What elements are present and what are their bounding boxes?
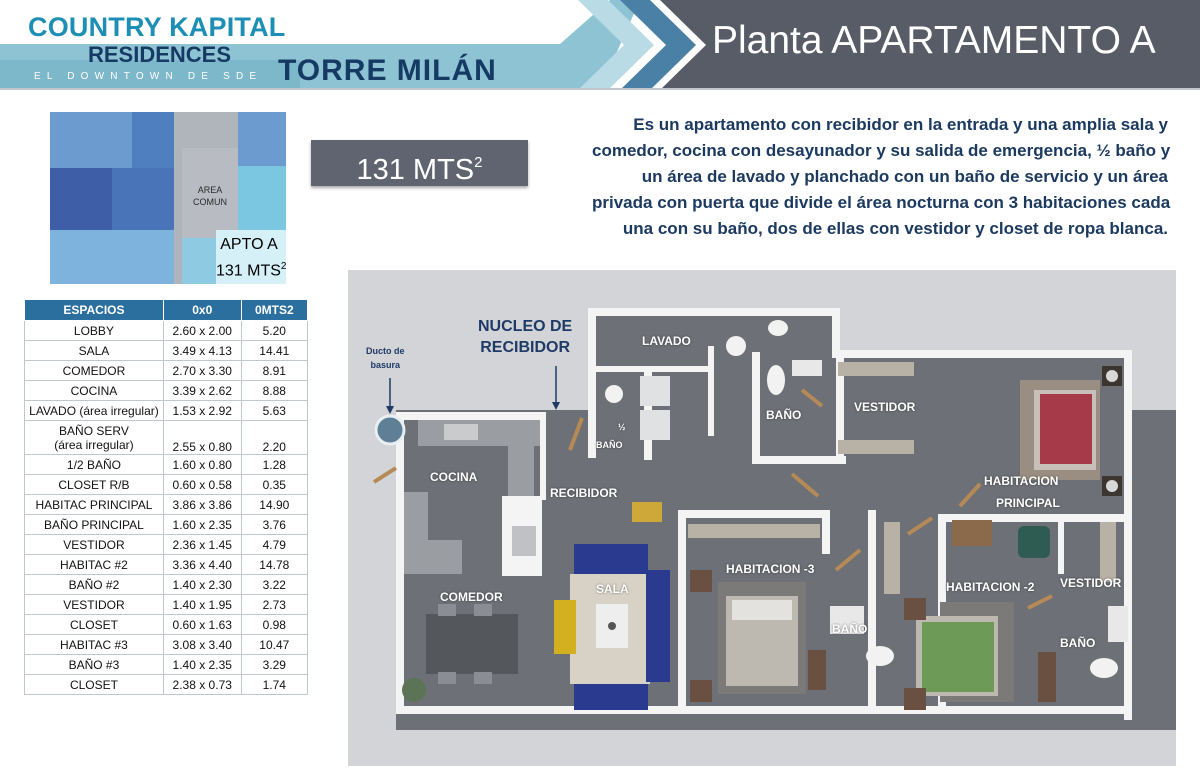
label-sala: SALA [596,582,629,596]
space-cell: HABITAC #2 [25,555,164,575]
area-badge-sup: 2 [474,154,483,171]
table-row [25,655,308,675]
space-cell-line1: BAÑO SERV [59,423,129,438]
tower-name: TORRE MILÁN [278,54,497,87]
space-cell: LOBBY [25,321,164,341]
label-bano-3: BAÑO [832,622,868,636]
space-cell: VESTIDOR [25,535,164,555]
dims-cell: 2.55 x 0.80 [163,421,241,455]
label-habitacion-principal-1: HABITACION [984,474,1059,488]
area-cell: 1.28 [241,455,307,475]
dims-cell: 2.36 x 1.45 [163,535,241,555]
space-cell: LAVADO (área irregular) [25,401,164,421]
area-cell: 14.78 [241,555,307,575]
column-header-dims: 0x0 [163,300,241,321]
header [0,0,1200,90]
ducto-basura-label [366,344,405,372]
unit-area-sup: 2 [280,261,286,272]
dims-cell: 1.60 x 2.35 [163,515,241,535]
table-row [25,555,308,575]
nucleo-recibidor-label [478,316,572,358]
unit-area [216,256,286,282]
dims-cell: 2.70 x 3.30 [163,361,241,381]
dims-cell: 3.36 x 4.40 [163,555,241,575]
key-map-unit [50,230,174,284]
label-comedor: COMEDOR [440,590,503,604]
label-cocina: COCINA [430,470,478,484]
area-cell: 8.91 [241,361,307,381]
key-map-unit [50,168,112,230]
key-map-unit [182,238,216,284]
spaces-table [24,299,308,695]
label-lavado: LAVADO [642,334,691,348]
table-row [25,615,308,635]
table-row [25,401,308,421]
space-cell: HABITAC PRINCIPAL [25,495,164,515]
description-line: privada con puerta que divide el área nocturna con 3 habitaciones cada [592,193,1171,212]
area-cell: 3.29 [241,655,307,675]
label-bano-servicio: BAÑO [766,408,802,422]
description [592,112,1171,242]
table-row [25,455,308,475]
table-row [25,535,308,555]
area-cell: 0.98 [241,615,307,635]
area-cell: 1.74 [241,675,307,695]
area-cell: 5.63 [241,401,307,421]
common-area-line2: COMUN [193,197,227,207]
unit-label [216,234,286,282]
nucleo-line1: NUCLEO DE [478,318,573,335]
space-cell: CLOSET [25,675,164,695]
table-row [25,361,308,381]
space-cell: VESTIDOR [25,595,164,615]
area-cell: 2.20 [241,421,307,455]
table-row [25,341,308,361]
label-habitacion-3: HABITACION -3 [726,562,815,576]
space-cell: 1/2 BAÑO [25,455,164,475]
ducto-line1: Ducto de [366,346,405,356]
label-recibidor: RECIBIDOR [550,486,618,500]
brand-tagline: EL DOWNTOWN DE SDE [34,71,263,82]
space-cell: BAÑO PRINCIPAL [25,515,164,535]
unit-name: APTO A [220,236,278,253]
area-cell: 10.47 [241,635,307,655]
space-cell-line2: (área irregular) [54,437,134,452]
table-header-row [25,300,308,321]
key-map [50,112,286,284]
label-half-bano2: BAÑO [596,440,623,450]
area-cell: 3.22 [241,575,307,595]
area-cell: 4.79 [241,535,307,555]
table-row [25,515,308,535]
table-row [25,421,308,455]
page-title: Planta APARTAMENTO A [712,19,1156,62]
space-cell: SALA [25,341,164,361]
unit-area-value: 131 MTS [216,262,281,280]
floor-plan [348,270,1176,766]
key-map-unit [238,166,286,230]
space-cell: CLOSET R/B [25,475,164,495]
table-row [25,595,308,615]
dims-cell: 3.49 x 4.13 [163,341,241,361]
ducto-line2: basura [370,360,401,370]
label-habitacion-principal-2: PRINCIPAL [996,496,1060,510]
dims-cell: 1.60 x 0.80 [163,455,241,475]
area-cell: 14.90 [241,495,307,515]
common-area-line1: AREA [197,185,223,195]
label-habitacion-2: HABITACION -2 [946,580,1035,594]
key-map-unit [132,112,174,168]
area-cell: 2.73 [241,595,307,615]
dims-cell: 1.40 x 1.95 [163,595,241,615]
dims-cell: 1.40 x 2.30 [163,575,241,595]
area-cell: 3.76 [241,515,307,535]
key-map-corridor [174,112,182,284]
brand-name: COUNTRY KAPITAL [28,12,286,42]
table-row [25,575,308,595]
dims-cell: 3.39 x 2.62 [163,381,241,401]
area-cell: 14.41 [241,341,307,361]
table-row [25,675,308,695]
key-map-unit [112,168,174,230]
space-cell: BAÑO #2 [25,575,164,595]
space-cell: CLOSET [25,615,164,635]
table-row [25,475,308,495]
table-row [25,635,308,655]
label-vestidor-principal: VESTIDOR [854,400,916,414]
brand-subtitle: RESIDENCES [88,42,232,67]
description-line: Es un apartamento con recibidor en la entrada y una amplia sala y [633,115,1168,134]
dims-cell: 1.53 x 2.92 [163,401,241,421]
table-row [25,381,308,401]
area-cell: 5.20 [241,321,307,341]
space-cell: COCINA [25,381,164,401]
dims-cell: 3.86 x 3.86 [163,495,241,515]
dims-cell: 2.60 x 2.00 [163,321,241,341]
table-row [25,321,308,341]
label-bano-2: BAÑO [1060,636,1096,650]
label-vestidor-2: VESTIDOR [1060,576,1122,590]
description-line: un área de lavado y planchado con un baño de servicio y un área [641,167,1168,186]
table-row [25,495,308,515]
area-cell: 0.35 [241,475,307,495]
dims-cell: 2.38 x 0.73 [163,675,241,695]
common-area-label [182,184,238,208]
floor-plan-drawing [348,270,1176,766]
key-map-corridor [182,112,238,148]
description-line: una con su baño, dos de ellas con vestidor y closet de ropa blanca. [622,219,1168,238]
column-header-space: ESPACIOS [25,300,164,321]
key-map-unit [50,112,132,168]
description-line: comedor, cocina con desayunador y su salida de emergencia, ½ baño y [592,141,1171,160]
label-half-bano: ½ [618,422,626,432]
key-map-unit [238,112,286,166]
area-cell: 8.88 [241,381,307,401]
space-cell: BAÑO #3 [25,655,164,675]
nucleo-line2: RECIBIDOR [480,339,570,356]
dims-cell: 3.08 x 3.40 [163,635,241,655]
space-cell [25,421,164,455]
area-badge-value: 131 MTS [356,154,475,186]
area-badge [311,140,528,186]
column-header-area: 0MTS2 [241,300,307,321]
dims-cell: 0.60 x 1.63 [163,615,241,635]
dims-cell: 0.60 x 0.58 [163,475,241,495]
dims-cell: 1.40 x 2.35 [163,655,241,675]
space-cell: HABITAC #3 [25,635,164,655]
space-cell: COMEDOR [25,361,164,381]
